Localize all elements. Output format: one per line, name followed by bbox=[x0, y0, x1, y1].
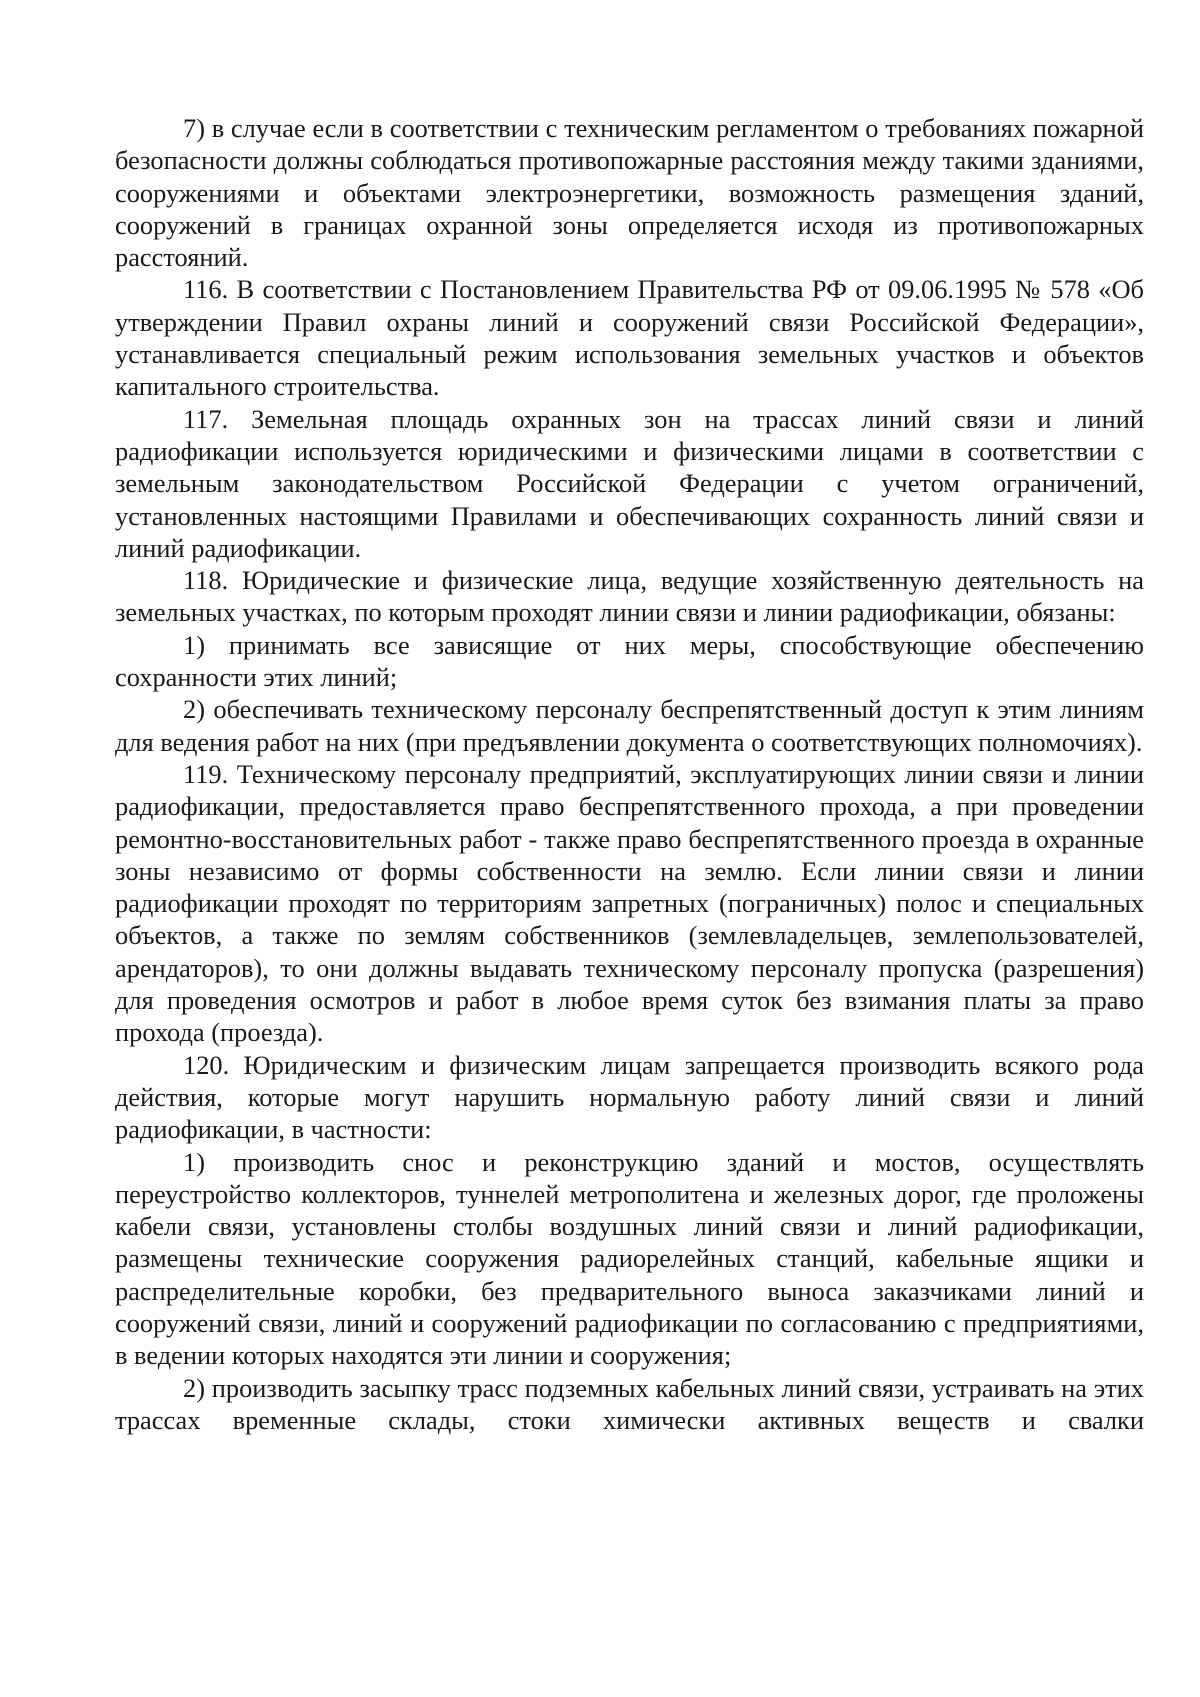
paragraph-118-item-2: 2) обеспечивать техническому персоналу беспрепятственный доступ к этим линиям для ведения работ на них (при предъявлении документа о соответствующих полномочиях). bbox=[115, 694, 1144, 757]
paragraph-117: 117. Земельная площадь охранных зон на трассах линий связи и линий радиофикации используется юридическими и физическими лицами в соответствии с земельным законодательством Российской Федерации с учетом ограничений, установленных настоящими Правилами и обеспечивающих сохранность линий связи и линий радиофикации. bbox=[115, 403, 1144, 563]
paragraph-120: 120. Юридическим и физическим лицам запрещается производить всякого рода действия, которые могут нарушить нормальную работу линий связи и линий радиофикации, в частности: bbox=[115, 1049, 1144, 1145]
document-body bbox=[115, 112, 1144, 1436]
paragraph-120-item-1: 1) производить снос и реконструкцию зданий и мостов, осуществлять переустройство коллекторов, туннелей метрополитена и железных дорог, где проложены кабели связи, установлены столбы воздушных линий связи и линий радиофикации, размещены технические сооружения радиорелейных станций, кабельные ящики и распределительные коробки, без предварительного выноса заказчиками линий и сооружений связи, линий и сооружений радиофикации по согласованию с предприятиями, в ведении которых находятся эти линии и сооружения; bbox=[115, 1146, 1144, 1371]
paragraph-118: 118. Юридические и физические лица, ведущие хозяйственную деятельность на земельных участках, по которым проходят линии связи и линии радиофикации, обязаны: bbox=[115, 565, 1144, 628]
paragraph-118-item-1: 1) принимать все зависящие от них меры, способствующие обеспечению сохранности этих линий; bbox=[115, 629, 1144, 693]
paragraph-119: 119. Техническому персоналу предприятий, эксплуатирующих линии связи и линии радиофикации, предоставляется право беспрепятственного прохода, а при проведении ремонтно-восстановительных работ - также право беспрепятственного проезда в охранные зоны независимо от формы собственности на землю. Если линии связи и линии радиофикации проходят по территориям запретных (пограничных) полос и специальных объектов, а также по землям собственников (землевладельцев, землепользователей, арендаторов), то они должны выдавать техническому персоналу пропуска (разрешения) для проведения осмотров и работ в любое время суток без взимания платы за право прохода (проезда). bbox=[115, 758, 1144, 1048]
paragraph-116: 116. В соответствии с Постановлением Правительства РФ от 09.06.1995 № 578 «Об утверждении Правил охраны линий и сооружений связи Российской Федерации», устанавливается специальный режим использования земельных участков и объектов капитального строительства. bbox=[115, 274, 1144, 402]
paragraph-120-item-2: 2) производить засыпку трасс подземных кабельных линий связи, устраивать на этих трассах временные склады, стоки химически активных веществ и свалки bbox=[115, 1372, 1144, 1435]
paragraph-item-7: 7) в случае если в соответствии с техническим регламентом о требованиях пожарной безопасности должны соблюдаться противопожарные расстояния между такими зданиями, сооружениями и объектами электроэнергетики, возможность размещения зданий, сооружений в границах охранной зоны определяется исходя из противопожарных расстояний. bbox=[115, 113, 1144, 273]
